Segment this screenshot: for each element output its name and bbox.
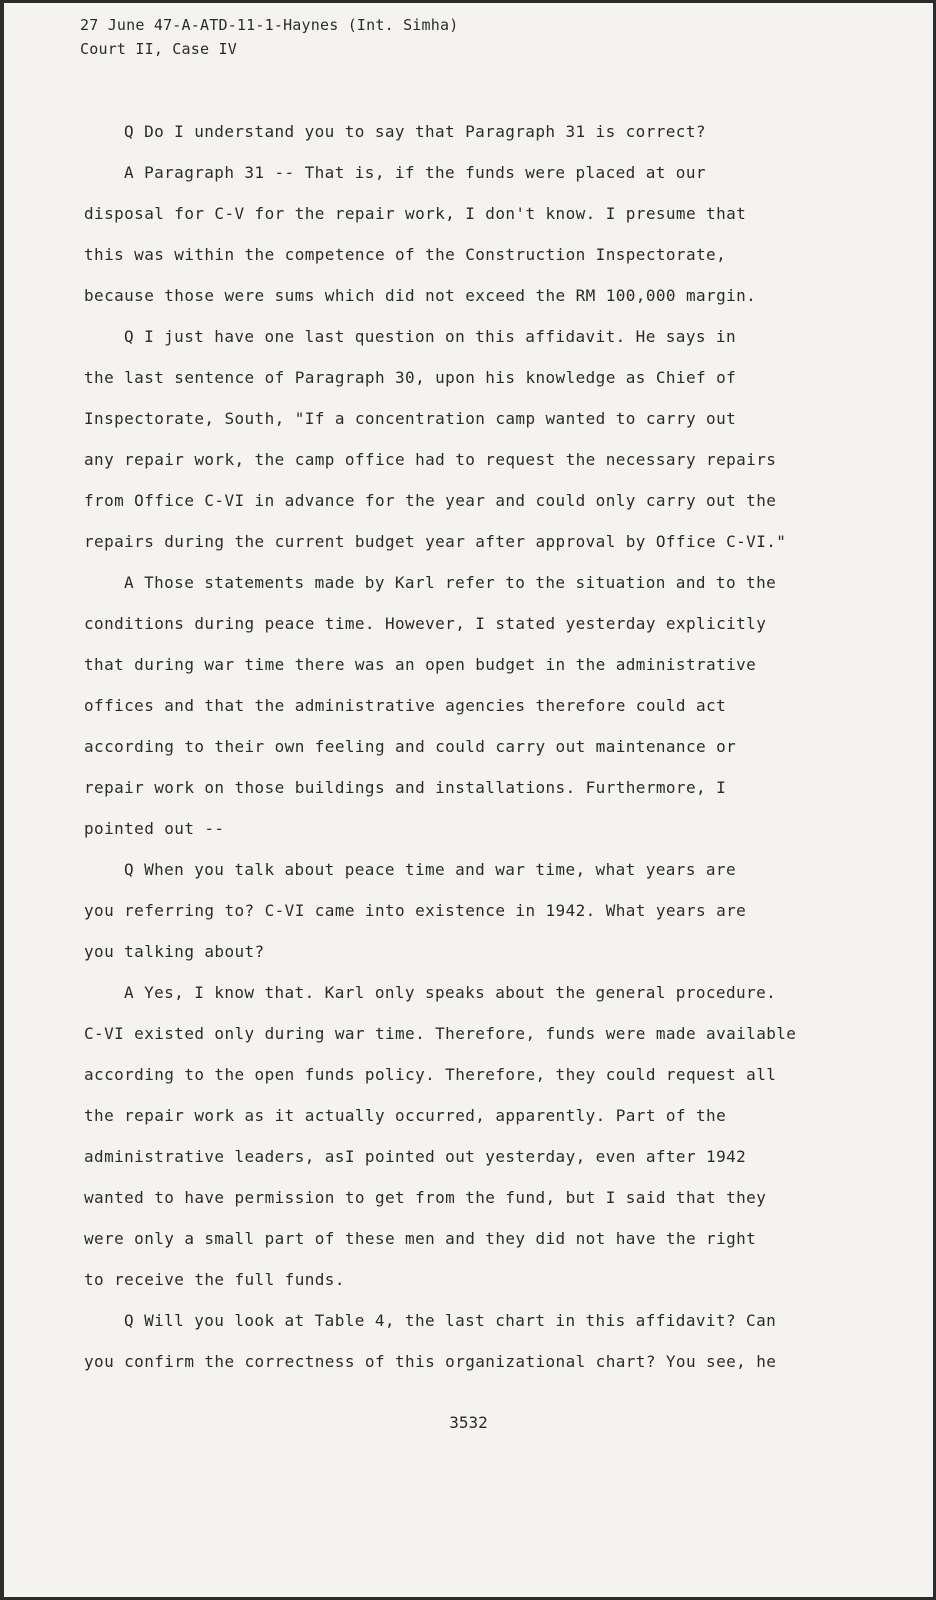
text-line: to receive the full funds. <box>84 1270 345 1289</box>
text-line: Inspectorate, South, "If a concentration camp wanted to carry out <box>84 409 737 428</box>
page-number: 3532 <box>449 1413 488 1432</box>
text-line: repair work on those buildings and installations. Furthermore, I <box>84 778 727 797</box>
text-line: from Office C-VI in advance for the year and could only carry out the <box>84 491 777 510</box>
question-paragraph <box>84 111 824 152</box>
answer-paragraph <box>84 152 824 316</box>
answer-paragraph <box>84 972 824 1300</box>
text-line: Q When you talk about peace time and war time, what years are <box>124 860 737 879</box>
header-line-1: 27 June 47-A-ATD-11-1-Haynes (Int. Simha) <box>80 16 459 34</box>
text-line: disposal for C-V for the repair work, I don't know. I presume that <box>84 204 747 223</box>
text-line: wanted to have permission to get from the fund, but I said that they <box>84 1188 767 1207</box>
text-line: administrative leaders, asI pointed out yesterday, even after 1942 <box>84 1147 747 1166</box>
answer-paragraph <box>84 562 824 849</box>
document-header <box>80 13 458 61</box>
text-line: you talking about? <box>84 942 265 961</box>
question-paragraph <box>84 1300 824 1382</box>
text-line: C-VI existed only during war time. Therefore, funds were made available <box>84 1024 797 1043</box>
text-line: that during war time there was an open budget in the administrative <box>84 655 757 674</box>
text-line: according to the open funds policy. Therefore, they could request all <box>84 1065 777 1084</box>
text-line: you referring to? C-VI came into existence in 1942. What years are <box>84 901 747 920</box>
text-line: offices and that the administrative agencies therefore could act <box>84 696 727 715</box>
text-line: according to their own feeling and could carry out maintenance or <box>84 737 737 756</box>
text-line: A Those statements made by Karl refer to the situation and to the <box>124 573 777 592</box>
text-line: were only a small part of these men and they did not have the right <box>84 1229 757 1248</box>
text-line: the last sentence of Paragraph 30, upon his knowledge as Chief of <box>84 368 737 387</box>
text-line: Q Will you look at Table 4, the last chart in this affidavit? Can <box>124 1311 777 1330</box>
text-line: any repair work, the camp office had to request the necessary repairs <box>84 450 777 469</box>
text-line: Q I just have one last question on this affidavit. He says in <box>124 327 737 346</box>
text-line: conditions during peace time. However, I stated yesterday explicitly <box>84 614 767 633</box>
text-line: A Paragraph 31 -- That is, if the funds were placed at our <box>124 163 706 182</box>
transcript-body <box>84 111 824 1382</box>
text-line: because those were sums which did not exceed the RM 100,000 margin. <box>84 286 757 305</box>
question-paragraph <box>84 849 824 972</box>
text-line: repairs during the current budget year after approval by Office C-VI." <box>84 532 787 551</box>
text-line: the repair work as it actually occurred, apparently. Part of the <box>84 1106 727 1125</box>
header-line-2: Court II, Case IV <box>80 40 237 58</box>
text-line: A Yes, I know that. Karl only speaks about the general procedure. <box>124 983 777 1002</box>
text-line: this was within the competence of the Construction Inspectorate, <box>84 245 727 264</box>
text-line: pointed out -- <box>84 819 225 838</box>
question-paragraph <box>84 316 824 562</box>
text-line: you confirm the correctness of this organizational chart? You see, he <box>84 1352 777 1371</box>
text-line: Q Do I understand you to say that Paragraph 31 is correct? <box>124 122 706 141</box>
